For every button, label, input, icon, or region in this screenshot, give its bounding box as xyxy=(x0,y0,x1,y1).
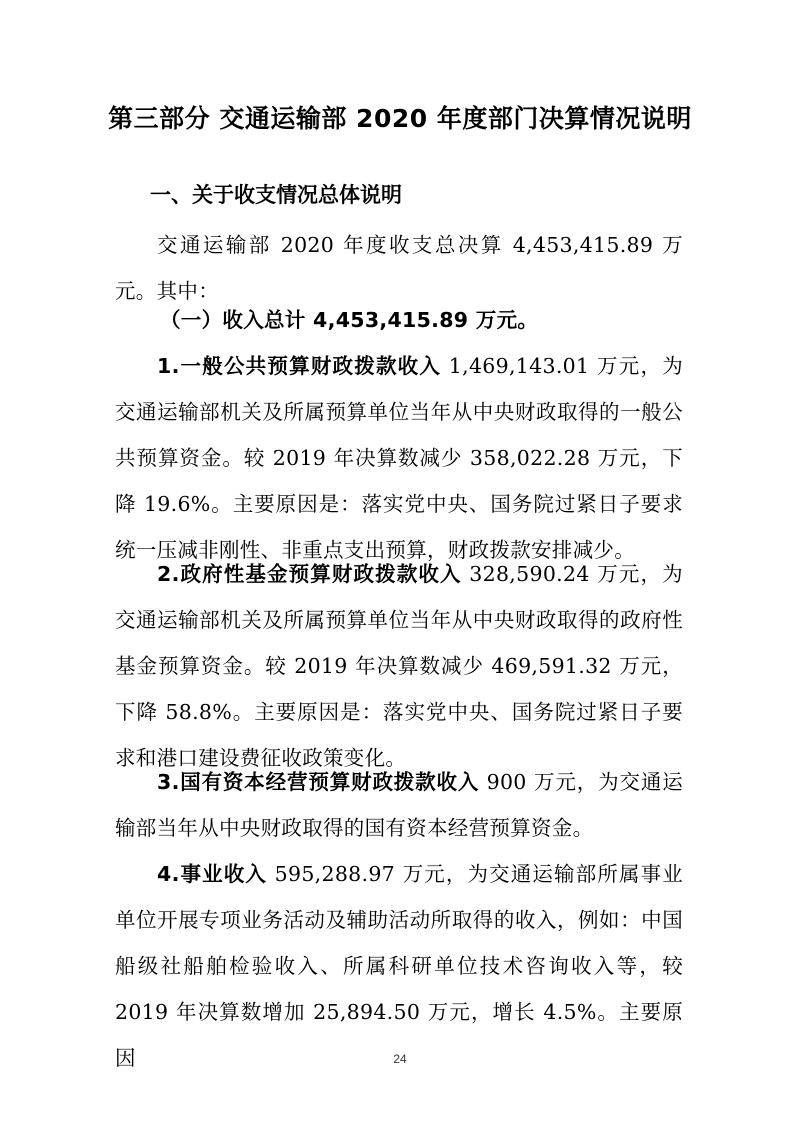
income-item-lead: 1.一般公共预算财政拨款收入 xyxy=(157,354,442,378)
income-total-label: （一）收入总计 4,453,415.89 万元。 xyxy=(160,308,539,332)
income-item-paragraph xyxy=(115,343,683,573)
income-total-heading xyxy=(160,297,680,343)
income-item-paragraph xyxy=(115,551,683,781)
overview-paragraph: 交通运输部 2020 年度收支总决算 4,453,415.89 万元。其中： xyxy=(115,233,683,303)
section-heading: 一、关于收支情况总体说明 xyxy=(150,183,402,207)
income-item-lead: 4.事业收入 xyxy=(157,862,267,886)
income-item-lead: 2.政府性基金预算财政拨款收入 xyxy=(157,562,462,586)
income-item-text: 900 万元，为交通运输部当年从中央财政取得的国有资本经营预算资金。 xyxy=(115,770,683,840)
income-item-text: 595,288.97 万元，为交通运输部所属事业单位开展专项业务活动及辅助活动所取得的收入，例如：中国船级社船舶检验收入、所属科研单位技术咨询收入等，较 2019 年决算数增加 25,894.50 万元，增长 4.5%。主要原因 xyxy=(115,862,683,1070)
income-item-paragraph xyxy=(115,759,683,851)
income-item-text: 328,590.24 万元，为交通运输部机关及所属预算单位当年从中央财政取得的政府性基金预算资金。较 2019 年决算数减少 469,591.32 万元，下降 58.8%。主要原因是：落实党中央、国务院过紧日子要求和港口建设费征收政策变化。 xyxy=(115,562,683,770)
page-title: 第三部分 交通运输部 2020 年度部门决算情况说明 xyxy=(108,104,692,133)
page-number: 24 xyxy=(393,1052,407,1066)
income-item-text: 1,469,143.01 万元，为交通运输部机关及所属预算单位当年从中央财政取得的一般公共预算资金。较 2019 年决算数减少 358,022.28 万元，下降 19.6%。主要原因是：落实党中央、国务院过紧日子要求统一压减非刚性、非重点支出预算，财政拨款安排减少。 xyxy=(115,354,683,562)
income-item-paragraph xyxy=(115,851,683,1081)
income-item-lead: 3.国有资本经营预算财政拨款收入 xyxy=(157,770,480,794)
